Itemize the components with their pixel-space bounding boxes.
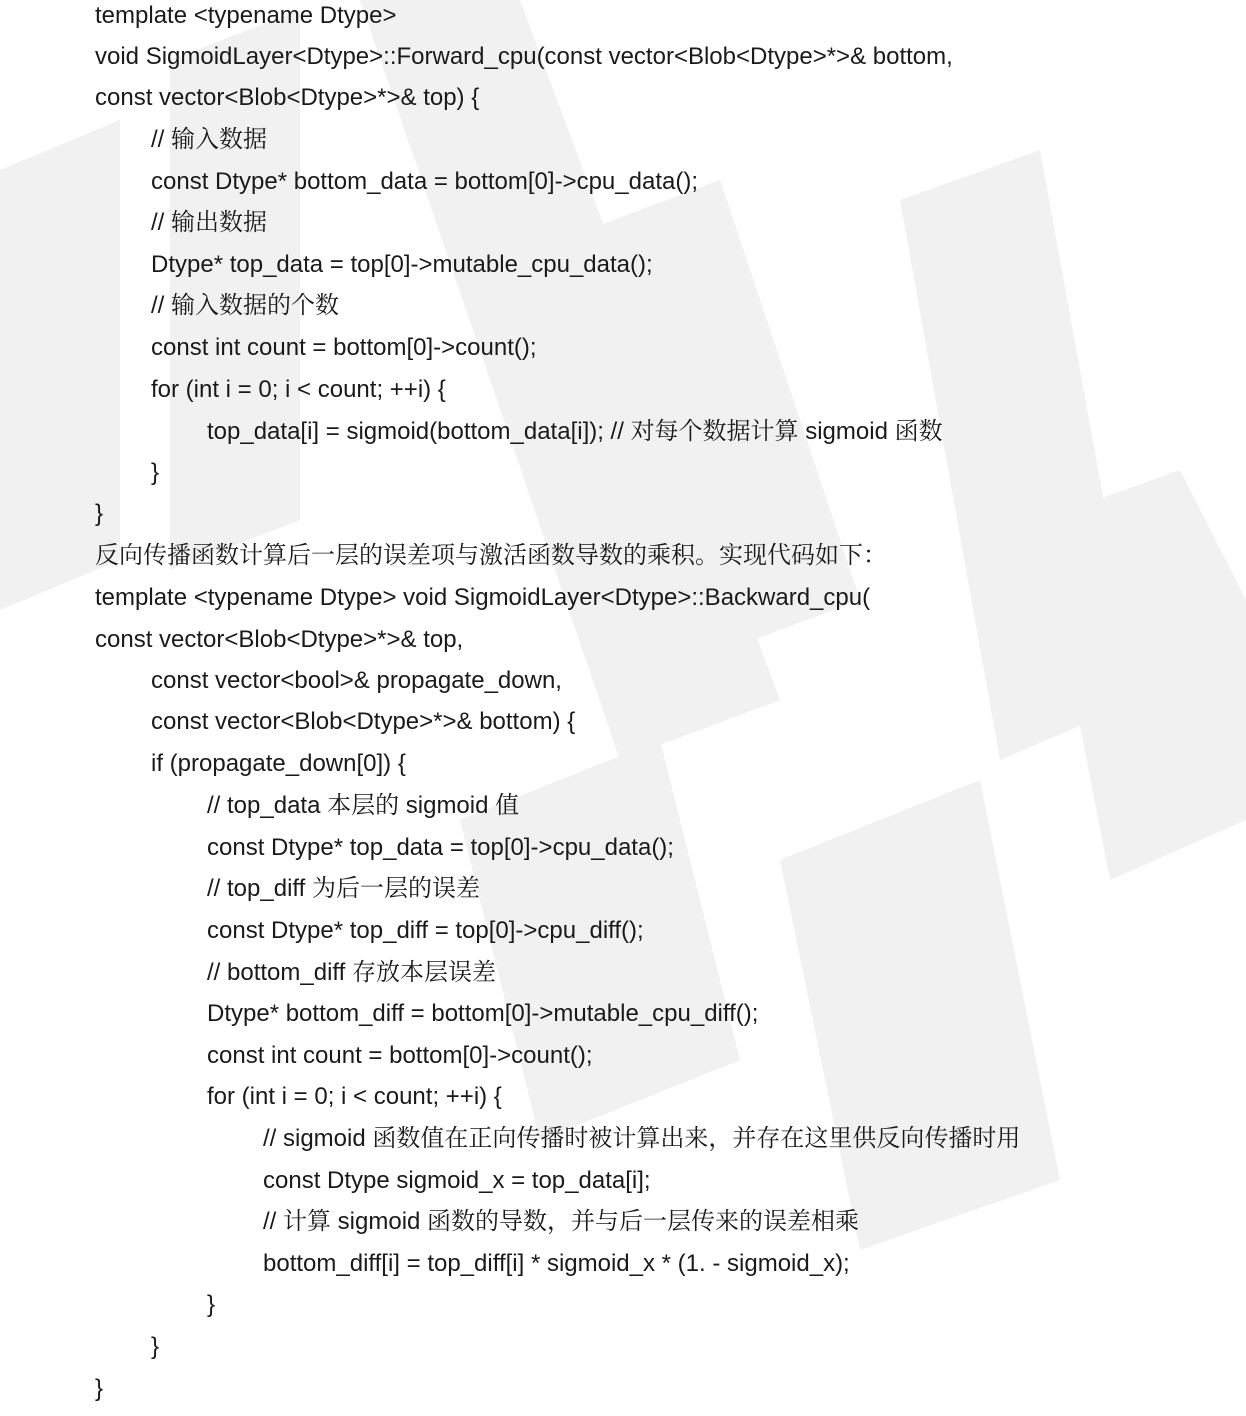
code-line: const vector<Blob<Dtype>*>& top,	[95, 626, 464, 653]
code-comment: // bottom_diff 存放本层误差	[207, 959, 496, 986]
code-comment: // top_diff 为后一层的误差	[207, 875, 480, 902]
code-line: top_data[i] = sigmoid(bottom_data[i]); // 对每个数据计算 sigmoid 函数	[207, 418, 943, 445]
code-comment: // 输入数据	[151, 126, 268, 153]
code-line: void SigmoidLayer<Dtype>::Forward_cpu(const vector<Blob<Dtype>*>& bottom,	[95, 43, 953, 70]
code-line: for (int i = 0; i < count; ++i) {	[151, 376, 446, 403]
code-line: const vector<Blob<Dtype>*>& bottom) {	[151, 708, 576, 735]
code-line: }	[95, 500, 104, 527]
code-line: if (propagate_down[0]) {	[151, 750, 406, 777]
code-line: const Dtype* top_diff = top[0]->cpu_diff();	[207, 917, 644, 944]
code-line: const vector<bool>& propagate_down,	[151, 667, 562, 694]
code-line: const int count = bottom[0]->count();	[151, 334, 537, 361]
code-line: const int count = bottom[0]->count();	[207, 1042, 593, 1069]
code-line: template <typename Dtype>	[95, 2, 397, 29]
code-line: const Dtype* top_data = top[0]->cpu_data();	[207, 834, 674, 861]
code-line: }	[207, 1291, 216, 1318]
code-comment: // 输出数据	[151, 209, 268, 236]
code-line: for (int i = 0; i < count; ++i) {	[207, 1083, 502, 1110]
code-line: const vector<Blob<Dtype>*>& top) {	[95, 84, 480, 111]
code-line: Dtype* bottom_diff = bottom[0]->mutable_cpu_diff();	[207, 1000, 759, 1027]
code-comment: // 计算 sigmoid 函数的导数，并与后一层传来的误差相乘	[263, 1208, 860, 1235]
code-line: }	[151, 459, 160, 486]
code-comment: // sigmoid 函数值在正向传播时被计算出来，并存在这里供反向传播时用	[263, 1125, 1021, 1152]
code-line: }	[95, 1375, 104, 1402]
body-paragraph: 反向传播函数计算后一层的误差项与激活函数导数的乘积。实现代码如下：	[95, 542, 887, 569]
code-line: const Dtype sigmoid_x = top_data[i];	[263, 1167, 651, 1194]
code-line: bottom_diff[i] = top_diff[i] * sigmoid_x * (1. - sigmoid_x);	[263, 1250, 850, 1277]
code-line: Dtype* top_data = top[0]->mutable_cpu_data();	[151, 251, 653, 278]
code-line: template <typename Dtype> void SigmoidLayer<Dtype>::Backward_cpu(	[95, 584, 871, 611]
code-comment: // top_data 本层的 sigmoid 值	[207, 792, 520, 819]
code-line: }	[151, 1333, 160, 1360]
code-line: const Dtype* bottom_data = bottom[0]->cpu_data();	[151, 168, 698, 195]
code-comment: // 输入数据的个数	[151, 292, 340, 319]
